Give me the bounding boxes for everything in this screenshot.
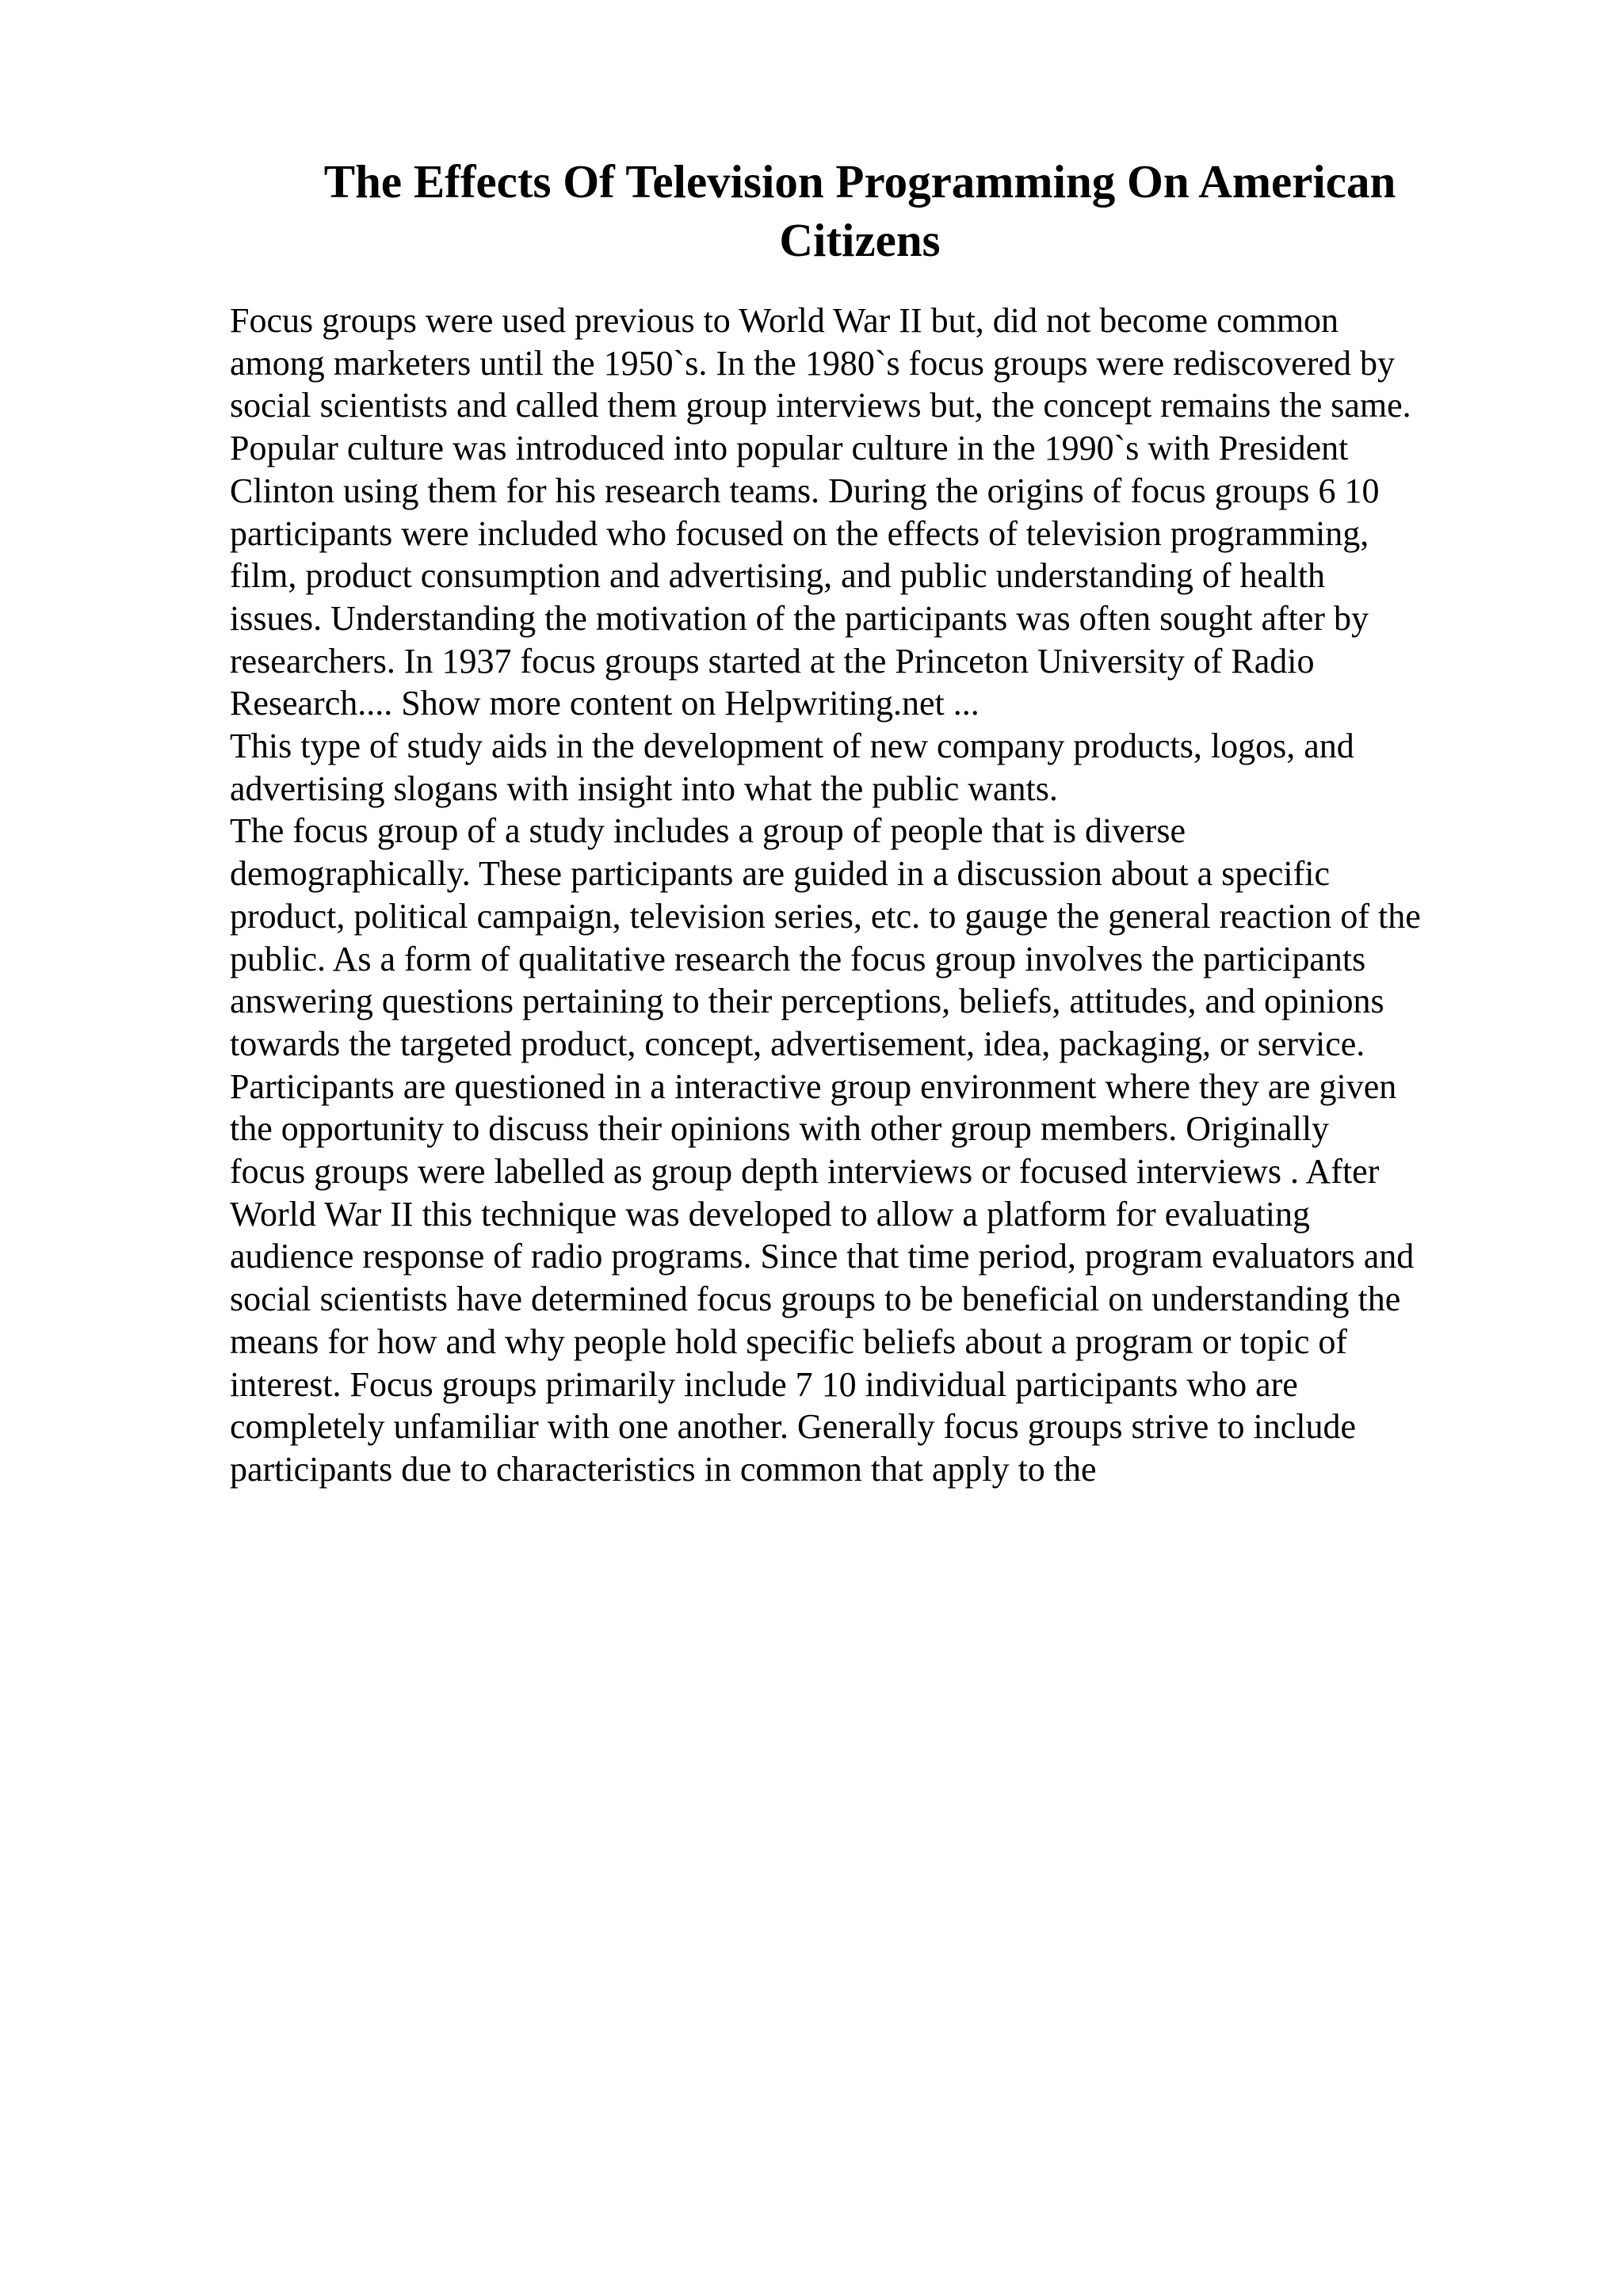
text-line: social scientists and called them group interviews but, the concept remains the same.	[230, 386, 1411, 425]
text-line: film, product consumption and advertising, and public understanding of health	[230, 556, 1326, 596]
text-line: towards the targeted product, concept, advertisement, idea, packaging, or service.	[230, 1024, 1365, 1063]
text-line: means for how and why people hold specific beliefs about a program or topic of	[230, 1322, 1348, 1361]
title-line: Citizens	[779, 214, 941, 266]
title-line: The Effects Of Television Programming On American	[323, 155, 1396, 208]
text-line: Focus groups were used previous to World War II but, did not become common	[230, 301, 1339, 340]
document-title	[230, 152, 1490, 269]
text-line: interest. Focus groups primarily include 7 10 individual participants who are	[230, 1364, 1298, 1404]
paragraph-2	[230, 725, 1498, 810]
text-line: product, political campaign, television series, etc. to gauge the general reaction of the	[230, 896, 1421, 936]
text-line: Clinton using them for his research teams. During the origins of focus groups 6 10	[230, 471, 1380, 510]
text-line: the opportunity to discuss their opinions with other group members. Originally	[230, 1109, 1330, 1149]
paragraph-1	[230, 299, 1498, 725]
text-line: demographically. These participants are guided in a discussion about a specific	[230, 854, 1330, 894]
text-line: social scientists have determined focus groups to be beneficial on understanding the	[230, 1280, 1401, 1319]
text-line: Participants are questioned in a interactive group environment where they are given	[230, 1066, 1397, 1106]
text-line: advertising slogans with insight into what the public wants.	[230, 769, 1058, 808]
text-line: Research.... Show more content on Helpwriting.net ...	[230, 684, 980, 723]
text-line: The focus group of a study includes a group of people that is diverse	[230, 811, 1186, 851]
text-line: World War II this technique was developed to allow a platform for evaluating	[230, 1194, 1311, 1234]
text-line: researchers. In 1937 focus groups started at the Princeton University of Radio	[230, 641, 1315, 681]
text-line: This type of study aids in the development of new company products, logos, and	[230, 727, 1354, 766]
text-line: issues. Understanding the motivation of the participants was often sought after by	[230, 598, 1369, 638]
text-line: audience response of radio programs. Since that time period, program evaluators and	[230, 1237, 1415, 1276]
text-line: completely unfamiliar with one another. Generally focus groups strive to include	[230, 1407, 1357, 1447]
text-line: participants were included who focused on the effects of television programming,	[230, 513, 1369, 553]
text-line: Popular culture was introduced into popular culture in the 1990`s with President	[230, 429, 1349, 468]
document-body	[230, 299, 1498, 1491]
text-line: focus groups were labelled as group depth interviews or focused interviews . After	[230, 1152, 1380, 1192]
text-line: participants due to characteristics in common that apply to the	[230, 1449, 1097, 1489]
text-line: answering questions pertaining to their perceptions, beliefs, attitudes, and opinions	[230, 982, 1384, 1021]
text-line: among marketers until the 1950`s. In the 1980`s focus groups were rediscovered by	[230, 343, 1395, 383]
paragraph-3	[230, 810, 1498, 1490]
text-line: public. As a form of qualitative research the focus group involves the participants	[230, 939, 1366, 978]
